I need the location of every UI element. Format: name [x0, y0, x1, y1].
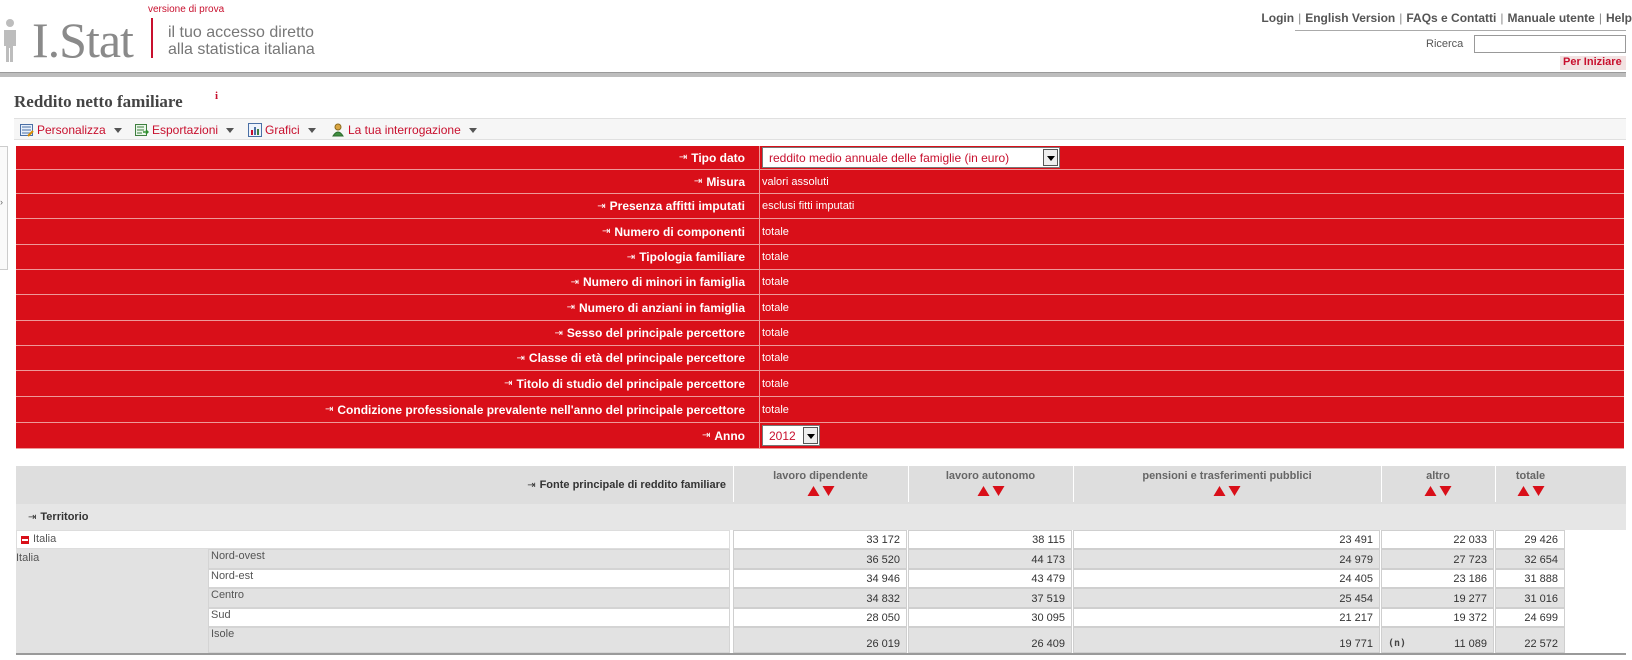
toolbar: [14, 118, 1626, 140]
faqs-contacts-link[interactable]: FAQs e Contatti: [1406, 11, 1497, 25]
your-query-label: La tua interrogazione: [348, 123, 461, 137]
header-separator-bar: [0, 72, 1626, 77]
filter-value-text: esclusi fitti imputati: [762, 200, 855, 212]
filter-row-classe-di-eta-del-principale-percettore: [16, 346, 1624, 371]
expand-arrow-icon: ⇥: [516, 352, 525, 364]
row-label: Centro: [211, 589, 245, 601]
person-silhouette-icon: [0, 18, 18, 62]
data-cell: 31 016: [1495, 588, 1565, 608]
chevron-down-icon: [469, 128, 477, 133]
filter-value: [762, 295, 789, 320]
table-bottom-border: [16, 653, 1626, 655]
logo-divider: [151, 18, 153, 58]
filter-value-text: totale: [762, 301, 789, 314]
customize-icon: [20, 123, 34, 137]
filter-label-tipologia-familiare[interactable]: [16, 245, 760, 269]
expand-arrow-icon: ⇥: [28, 511, 37, 523]
column-header-altro: [1381, 466, 1494, 502]
sort-ascending-icon[interactable]: [977, 486, 989, 496]
collapse-icon: ›: [0, 197, 3, 207]
expand-arrow-icon: ⇥: [597, 200, 606, 212]
filter-label-sesso-del-principale-percettore[interactable]: [16, 321, 760, 345]
user-manual-link[interactable]: Manuale utente: [1507, 11, 1595, 25]
data-cell: 31 888: [1495, 569, 1565, 588]
site-header: [0, 0, 1632, 72]
filter-row-sesso-del-principale-percettore: [16, 321, 1624, 346]
data-cell: 21 217: [1073, 608, 1380, 627]
filter-row-tipologia-familiare: [16, 245, 1624, 270]
customize-menu-button[interactable]: [20, 122, 122, 138]
filter-value-text: totale: [762, 251, 789, 263]
chevron-down-icon: [114, 128, 122, 133]
filter-value: [762, 170, 829, 193]
sort-descending-icon[interactable]: [1440, 486, 1452, 496]
data-cell: 37 519: [908, 588, 1072, 608]
column-header-lavoro-dipendente: [733, 466, 907, 502]
row-label: Nord-ovest: [211, 550, 265, 562]
data-cell: 32 654: [1495, 549, 1565, 569]
tagline: [168, 24, 315, 58]
filter-select-value: 2012: [769, 428, 796, 443]
search-label: Ricerca: [1426, 38, 1464, 50]
data-cell: 30 095: [908, 608, 1072, 627]
column-header-label: altro: [1426, 470, 1450, 482]
link-separator: |: [1298, 11, 1302, 25]
expand-arrow-icon: ⇥: [504, 378, 513, 389]
data-cell: 29 426: [1495, 530, 1565, 549]
filter-label-misura[interactable]: [16, 170, 760, 193]
filter-label-presenza-affitti-imputati[interactable]: [16, 194, 760, 218]
filter-label-text: Tipo dato: [691, 150, 745, 165]
filter-label-condizione-professionale-prevalente-nell-anno-del-principale-percettore[interactable]: [16, 397, 760, 422]
sort-descending-icon[interactable]: [992, 486, 1004, 496]
expand-arrow-icon: ⇥: [527, 479, 536, 491]
data-cell: 24 405: [1073, 569, 1380, 588]
row-label: Isole: [211, 628, 235, 640]
data-cell: 19 277: [1381, 588, 1494, 608]
data-cell: 23 186: [1381, 569, 1494, 588]
expand-arrow-icon: ⇥: [701, 430, 711, 441]
filter-select-value: reddito medio annuale delle famiglie (in euro): [769, 150, 1010, 165]
expand-arrow-icon: ⇥: [324, 404, 334, 415]
filter-row-titolo-di-studio-del-principale-percettore: [16, 371, 1624, 397]
data-cell: 19 372: [1381, 608, 1494, 627]
data-cell: 11 089 (n): [1381, 627, 1494, 653]
data-cell: 33 172: [733, 530, 907, 549]
column-header-label: lavoro dipendente: [773, 470, 868, 482]
filter-value: [762, 321, 789, 345]
data-cell: 23 491: [1073, 530, 1380, 549]
export-icon: [135, 123, 149, 137]
tagline-line-2: alla statistica italiana: [168, 41, 315, 58]
english-version-link[interactable]: English Version: [1305, 11, 1396, 25]
filter-label-text: Condizione professionale prevalente nell'anno del principale percettore: [337, 402, 745, 417]
filter-label-text: Titolo di studio del principale percettore: [516, 376, 745, 391]
filter-label-text: Numero di componenti: [614, 224, 745, 239]
row-dimension-band: [16, 504, 1626, 530]
table-row-nord-est: [208, 569, 730, 588]
sort-controls: [977, 486, 1004, 496]
sort-controls: [807, 486, 834, 496]
help-link[interactable]: Help: [1605, 11, 1632, 25]
filter-value: [762, 346, 789, 370]
filter-label-text: Numero di minori in famiglia: [582, 275, 745, 289]
column-header-lavoro-autonomo: [908, 466, 1072, 502]
filter-label-text: Misura: [706, 174, 745, 189]
filter-value-text: totale: [762, 403, 789, 416]
data-cell: 28 050: [733, 608, 907, 627]
data-cell: 26 409: [908, 627, 1072, 653]
export-menu-button[interactable]: [135, 122, 234, 138]
filter-row-condizione-professionale-prevalente-nell-anno-del-principale-percettore: [16, 397, 1624, 423]
user-query-icon: [331, 123, 345, 137]
istat-logo[interactable]: I.Stat: [32, 12, 133, 68]
expand-arrow-icon: ⇥: [554, 327, 563, 339]
row-group-label: Italia: [16, 549, 208, 653]
link-separator: |: [1598, 11, 1602, 25]
expand-arrow-icon: ⇥: [570, 276, 579, 288]
collapse-minus-icon: [22, 539, 28, 541]
filter-row-numero-di-componenti: [16, 219, 1624, 245]
filter-value: [762, 219, 789, 244]
filter-value-text: totale: [762, 276, 789, 288]
data-cell: 24 979: [1073, 549, 1380, 569]
filter-label-numero-di-anziani-in-famiglia[interactable]: [16, 295, 760, 320]
table-row-centro: [208, 588, 730, 608]
filter-label-text: Presenza affitti imputati: [609, 199, 745, 213]
page-title: Reddito netto familiare: [14, 92, 183, 111]
filter-row-numero-di-minori-in-famiglia: [16, 270, 1624, 295]
filter-value-text: valori assoluti: [762, 175, 829, 188]
sort-controls: [1517, 486, 1544, 496]
filter-label-tipo-dato[interactable]: [16, 146, 760, 169]
table-row-sud: [208, 608, 730, 627]
customize-label: Personalizza: [37, 123, 106, 137]
sort-controls: [1214, 486, 1241, 496]
chevron-down-icon: [308, 128, 316, 133]
data-cell: 38 115: [908, 530, 1072, 549]
chevron-down-icon: [226, 128, 234, 133]
row-dimension-label[interactable]: [28, 504, 88, 530]
sort-descending-icon[interactable]: [1229, 486, 1241, 496]
data-cell: 34 832: [733, 588, 907, 608]
filter-row-tipo-dato: [16, 146, 1624, 170]
column-header-label: totale: [1515, 470, 1546, 482]
column-header-totale: [1495, 466, 1565, 502]
filter-label-numero-di-componenti[interactable]: [16, 219, 760, 244]
note-flag[interactable]: (n): [1388, 638, 1407, 649]
beta-label: versione di prova: [148, 4, 225, 15]
data-cell: 25 454: [1073, 588, 1380, 608]
filter-value: [762, 371, 789, 396]
column-header-pensioni-e-trasferimenti-pubblici: [1073, 466, 1380, 502]
row-label: Sud: [211, 609, 231, 621]
filter-label-titolo-di-studio-del-principale-percettore[interactable]: [16, 371, 760, 396]
filter-value-text: totale: [762, 327, 789, 339]
filter-value-text: totale: [762, 225, 789, 238]
filter-label-text: Anno: [714, 428, 745, 443]
search-input[interactable]: [1474, 35, 1626, 53]
data-cell: 26 019: [733, 627, 907, 653]
getting-started-link[interactable]: Per Iniziare: [1560, 56, 1626, 70]
filter-value: [762, 146, 1060, 169]
filter-row-misura: [16, 170, 1624, 194]
sort-controls: [1425, 486, 1452, 496]
data-cell: 34 946: [733, 569, 907, 588]
filter-label-anno[interactable]: [16, 423, 760, 448]
row-label-italia: Italia: [33, 533, 57, 545]
filter-value: [762, 397, 789, 422]
side-panel-toggle[interactable]: [0, 146, 8, 270]
filter-label-text: Numero di anziani in famiglia: [578, 300, 745, 315]
data-cell: 27 723: [1381, 549, 1494, 569]
table-row-italia: [16, 530, 730, 549]
column-dimension-text: Fonte principale di reddito familiare: [539, 479, 726, 491]
filter-row-presenza-affitti-imputati: [16, 194, 1624, 219]
expand-arrow-icon: ⇥: [566, 302, 575, 313]
top-links-rule: [1295, 30, 1626, 31]
column-header-label: pensioni e trasferimenti pubblici: [1142, 470, 1312, 482]
login-link[interactable]: Login: [1261, 11, 1295, 25]
filter-select-anno[interactable]: [762, 425, 820, 446]
info-icon[interactable]: i: [215, 90, 219, 102]
data-cell: 44 173: [908, 549, 1072, 569]
expand-arrow-icon: ⇥: [678, 152, 688, 163]
filter-value: [762, 194, 854, 218]
data-cell: 36 520: [733, 549, 907, 569]
filter-label-text: Classe di età del principale percettore: [528, 351, 745, 365]
filter-select-tipo-dato[interactable]: [762, 147, 1060, 168]
sort-ascending-icon[interactable]: [807, 486, 819, 496]
table-row-isole: [208, 627, 730, 653]
charts-menu-button[interactable]: [248, 122, 316, 138]
table-row-nord-ovest: [208, 549, 730, 569]
dropdown-arrow-icon[interactable]: [1043, 149, 1058, 166]
filter-label-text: Tipologia familiare: [639, 250, 745, 264]
dropdown-arrow-icon[interactable]: [803, 427, 818, 444]
filter-value: [762, 270, 789, 294]
data-cell: 22 033: [1381, 530, 1494, 549]
data-cell: 19 771: [1073, 627, 1380, 653]
filter-row-numero-di-anziani-in-famiglia: [16, 295, 1624, 321]
sort-ascending-icon[interactable]: [1214, 486, 1226, 496]
filter-value: [762, 423, 820, 448]
data-cell: 24 699: [1495, 608, 1565, 627]
filter-label-classe-di-eta-del-principale-percettore[interactable]: [16, 346, 760, 370]
sort-ascending-icon[interactable]: [1425, 486, 1437, 496]
filter-value-text: totale: [762, 352, 789, 364]
column-header-label: lavoro autonomo: [945, 470, 1036, 482]
top-links: [1261, 11, 1632, 25]
expand-arrow-icon: ⇥: [693, 176, 703, 187]
collapse-icon[interactable]: [21, 536, 29, 544]
filter-value: [762, 245, 789, 269]
link-separator: |: [1399, 11, 1403, 25]
filter-value-text: totale: [762, 377, 789, 390]
data-cell: 22 572: [1495, 627, 1565, 653]
filter-row-anno: [16, 423, 1624, 449]
sort-ascending-icon[interactable]: [1517, 486, 1529, 496]
column-dimension-label[interactable]: [16, 466, 730, 504]
data-cell: 43 479: [908, 569, 1072, 588]
chart-icon: [248, 123, 262, 137]
filter-label-numero-di-minori-in-famiglia[interactable]: [16, 270, 760, 294]
export-label: Esportazioni: [152, 123, 219, 137]
row-dimension-text: Territorio: [40, 511, 89, 523]
expand-arrow-icon: ⇥: [601, 226, 611, 237]
charts-label: Grafici: [265, 123, 300, 137]
sort-descending-icon[interactable]: [822, 486, 834, 496]
row-label: Nord-est: [211, 570, 254, 582]
expand-arrow-icon: ⇥: [626, 251, 636, 263]
tagline-line-1: il tuo accesso diretto: [168, 24, 314, 41]
your-query-menu-button[interactable]: [331, 122, 477, 138]
filter-label-text: Sesso del principale percettore: [566, 326, 745, 340]
sort-descending-icon[interactable]: [1532, 486, 1544, 496]
link-separator: |: [1500, 11, 1504, 25]
